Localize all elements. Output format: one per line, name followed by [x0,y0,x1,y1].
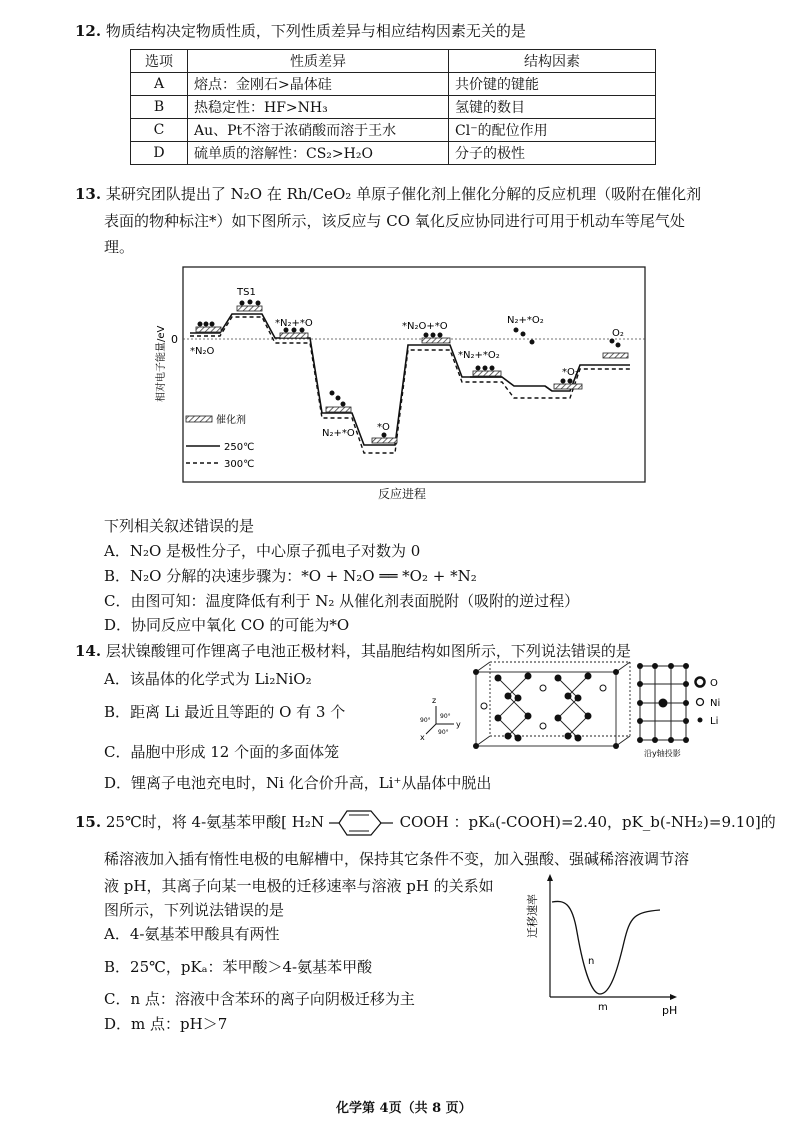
header-property: 性质差异 [188,50,449,73]
axis-x: x [420,733,425,742]
q12-stem [75,20,526,42]
q14-option-a: A．该晶体的化学式为 Li₂NiO₂ [104,670,312,688]
benzene-ring-icon [329,808,395,838]
angle-1: 90° [420,717,431,724]
legend-300: 300℃ [224,459,255,470]
graph-point-m: m [598,1002,608,1013]
q12-stem-text: 物质结构决定物质性质，下列性质差异与相应结构因素无关的是 [105,22,526,40]
label-o-ads: *O [377,422,390,433]
graph-curve [552,901,660,994]
label-n2o-o: *N₂O+*O [402,321,448,332]
q13-option-c: C．由图可知：温度降低有利于 N₂ 从催化剂表面脱附（吸附的逆过程） [104,592,580,610]
row-property: 热稳定性：HF>NH₃ [188,96,449,119]
q15-stem-line1 [75,808,776,838]
catalyst-block [473,371,501,376]
q14-option-b: B．距离 Li 最近且等距的 O 有 3 个 [104,703,346,721]
table-header-row [131,50,656,73]
legend-o-icon [696,678,705,687]
unit-cell-atoms [473,669,619,749]
catalyst-block [603,353,628,358]
catalyst-block [326,407,351,412]
legend-ni: Ni [710,698,721,709]
q14-option-d: D．锂离子电池充电时，Ni 化合价升高，Li⁺从晶体中脱出 [104,774,492,792]
q12-number: 12. [75,22,102,40]
graph-ylabel: 迁移速率 [526,894,539,938]
graph-point-n: n [588,956,595,967]
label-o2-ads: *O₂ [562,367,579,378]
catalyst-block [422,338,450,343]
q13-stem-line2: 表面的物种标注*）如下图所示，该反应与 CO 氧化反应协同进行可用于机动车等尾气处 [104,212,685,230]
migration-rate-graph [522,872,692,1022]
row-factor: 分子的极性 [449,142,656,165]
q15-option-a: A．4-氨基苯甲酸具有两性 [104,925,280,943]
q13-stem-line3: 理。 [104,238,135,256]
legend-o: O [710,678,718,689]
legend-catalyst: 催化剂 [216,415,246,426]
table-row [131,96,656,119]
row-factor: 氢键的数目 [449,96,656,119]
label-n2-o-2: N₂+*O [322,428,355,439]
q12-table [130,49,656,165]
q15-acid-group: COOH [399,813,449,831]
q14-stem-text: 层状镍酸锂可作锂离子电池正极材料，其晶胞结构如图所示，下列说法错误的是 [105,642,631,660]
q15-stem-line2: 稀溶液加入插有惰性电极的电解槽中，保持其它条件不变，加入强酸、强碱稀溶液调节溶 [104,850,690,868]
q13-question: 下列相关叙述错误的是 [104,517,255,535]
label-ts1: TS1 [237,287,256,298]
energy-diagram [150,262,650,502]
diagram-zero: 0 [171,333,178,346]
q15-stem-line4: 图所示，下列说法错误的是 [104,901,285,919]
legend-ni-icon [697,699,704,706]
row-option: D [131,142,188,165]
q14-option-c: C．晶胞中形成 12 个面的多面体笼 [104,743,340,761]
diagram-ylabel: 相对电子能量/eV [156,325,167,402]
q13-option-d: D．协同反应中氧化 CO 的可能为*O [104,616,350,634]
label-n2o: *N₂O [190,346,215,357]
graph-y-arrow [547,874,553,881]
q15-stem-line3: 液 pH，其离子向某一电极的迁移速率与溶液 pH 的关系如 [104,877,494,895]
q15-stem-part2: ：pKₐ(-COOH)=2.40，pK_b(-NH₂)=9.10]的 [453,813,776,831]
q15-amine-group: H₂N [291,813,325,831]
catalyst-block [196,327,221,332]
label-n2-o2b: *N₂+*O₂ [458,350,500,361]
row-property: 熔点：金刚石>晶体硅 [188,73,449,96]
angle-2: 90° [440,713,451,720]
crystal-structure [418,658,730,762]
q15-option-c: C．n 点：溶液中含苯环的离子向阴极迁移为主 [104,990,415,1008]
label-n2-o-1: *N₂+*O [275,318,313,329]
q13-option-a: A．N₂O 是极性分子，中心原子孤电子对数为 0 [104,542,421,560]
table-row [131,142,656,165]
row-option: C [131,119,188,142]
catalyst-block [237,306,262,311]
header-option: 选项 [131,50,188,73]
row-option: A [131,73,188,96]
legend-250: 250℃ [224,442,255,453]
q13-option-b: B．N₂O 分解的决速步骤为：*O + N₂O ══ *O₂ + *N₂ [104,567,477,585]
q13-stem-line1 [75,183,701,205]
q15-stem-part1: 25℃时，将 4-氨基苯甲酸[ [105,813,287,831]
row-property: Au、Pt不溶于浓硝酸而溶于王水 [188,119,449,142]
legend-catalyst-swatch [186,416,212,422]
q15-option-b: B．25℃，pKₐ：苯甲酸＞4-氨基苯甲酸 [104,958,373,976]
table-row [131,73,656,96]
q15-number: 15. [75,813,102,831]
label-n2-o2: N₂+*O₂ [507,315,544,326]
q15-option-d: D．m 点：pH＞7 [104,1015,228,1033]
legend-li: Li [710,716,719,727]
axis-y: y [456,720,461,729]
unit-cell-hollow-atoms [481,685,606,729]
diagram-xlabel: 反应进程 [378,487,427,501]
table-row [131,119,656,142]
unit-cell [476,662,630,746]
header-factor: 结构因素 [449,50,656,73]
q14-number: 14. [75,642,102,660]
angle-3: 90° [438,729,449,736]
row-factor: 共价键的键能 [449,73,656,96]
row-factor: Cl⁻的配位作用 [449,119,656,142]
projection-label: 沿y轴投影 [644,749,681,758]
row-option: B [131,96,188,119]
catalyst-block [280,333,308,338]
catalyst-block [372,438,397,443]
graph-xlabel: pH [662,1004,678,1017]
page-footer: 化学第 4页（共 8 页） [336,1101,472,1116]
axis-z: z [432,696,437,705]
label-o2: O₂ [612,328,624,339]
q13-stem-text1: 某研究团队提出了 N₂O 在 Rh/CeO₂ 单原子催化剂上催化分解的反应机理（吸附在催化剂 [105,185,702,203]
catalyst-block [554,384,582,389]
q13-number: 13. [75,185,102,203]
legend-li-icon [698,718,703,723]
row-property: 硫单质的溶解性：CS₂>H₂O [188,142,449,165]
graph-x-arrow [670,994,677,1000]
